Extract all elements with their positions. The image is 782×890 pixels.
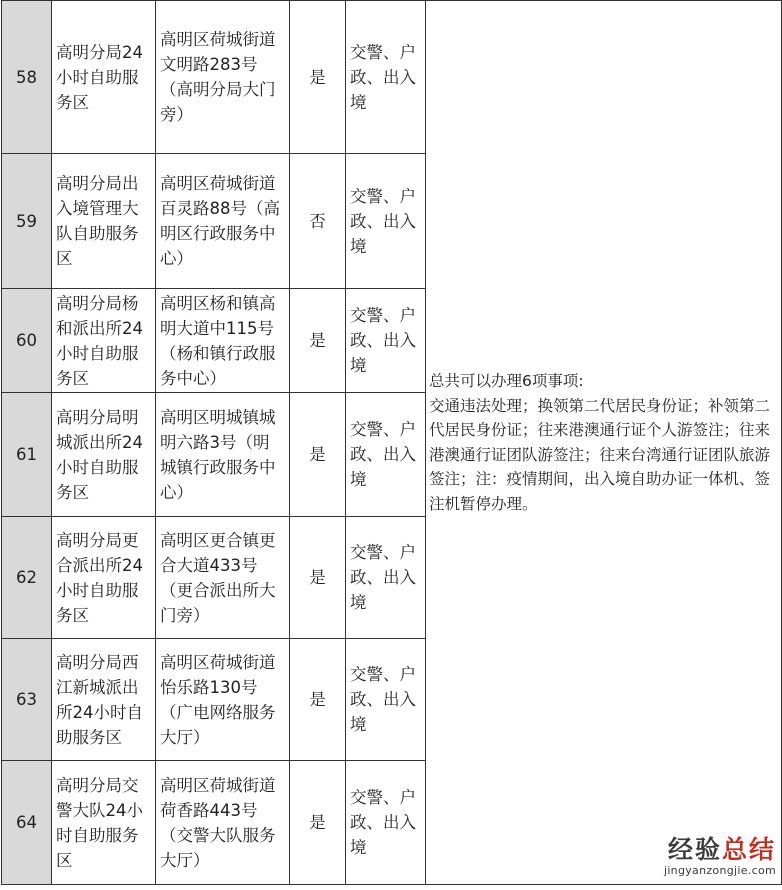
availability-flag: 是 [290,517,346,639]
service-point-address: 高明区荷城街道百灵路88号（高明区行政服务中心） [156,154,290,289]
watermark-title-accent: 总结 [721,835,776,864]
service-point-name: 高明分局西江新城派出所24小时自助服务区 [52,639,156,761]
business-types: 交警、户政、出入境 [346,1,426,154]
row-number: 62 [2,517,52,639]
availability-flag: 是 [290,1,346,154]
row-number: 59 [2,154,52,289]
service-point-name: 高明分局24小时自助服务区 [52,1,156,154]
service-point-address: 高明区杨和镇高明大道中115号（杨和镇行政服务中心） [156,289,290,393]
merged-note-cell [426,1,782,885]
row-number: 58 [2,1,52,154]
row-number: 63 [2,639,52,761]
availability-flag: 否 [290,154,346,289]
merged-note: 总共可以办理6项事项: 交通违法处理；换领第二代居民身份证；补领第二代居民身份证；往来港澳通行证个人游签注；往来港澳通行证团队游签注；往来台湾通行证团队旅游签注；注：疫情期间，出入境自助办证一体机、签注机暂停办理。 [429,372,771,513]
service-point-name: 高明分局更合派出所24小时自助服务区 [52,517,156,639]
availability-flag: 是 [290,393,346,517]
service-point-address: 高明区更合镇更合大道433号（更合派出所大门旁） [156,517,290,639]
service-point-address: 高明区荷城街道文明路283号（高明分局大门旁） [156,1,290,154]
availability-flag: 是 [290,289,346,393]
business-types: 交警、户政、出入境 [346,393,426,517]
service-point-name: 高明分局出入境管理大队自助服务区 [52,154,156,289]
row-number: 61 [2,393,52,517]
service-points-table [1,0,782,885]
business-types: 交警、户政、出入境 [346,517,426,639]
service-point-name: 高明分局交警大队24小时自助服务区 [52,761,156,885]
business-types: 交警、户政、出入境 [346,639,426,761]
availability-flag: 是 [290,761,346,885]
service-point-address: 高明区荷城街道怡乐路130号（广电网络服务大厅） [156,639,290,761]
table-row [2,1,782,154]
business-types: 交警、户政、出入境 [346,289,426,393]
watermark-url: jingyanzongjie.com [663,864,776,877]
service-point-name: 高明分局杨和派出所24小时自助服务区 [52,289,156,393]
service-point-address: 高明区明城镇城明六路3号（明城镇行政服务中心） [156,393,290,517]
availability-flag: 是 [290,639,346,761]
business-types: 交警、户政、出入境 [346,154,426,289]
service-point-address: 高明区荷城街道荷香路443号（交警大队服务大厅） [156,761,290,885]
watermark-title-prefix: 经验 [667,835,722,864]
row-number: 60 [2,289,52,393]
service-point-name: 高明分局明城派出所24小时自助服务区 [52,393,156,517]
row-number: 64 [2,761,52,885]
business-types: 交警、户政、出入境 [346,761,426,885]
